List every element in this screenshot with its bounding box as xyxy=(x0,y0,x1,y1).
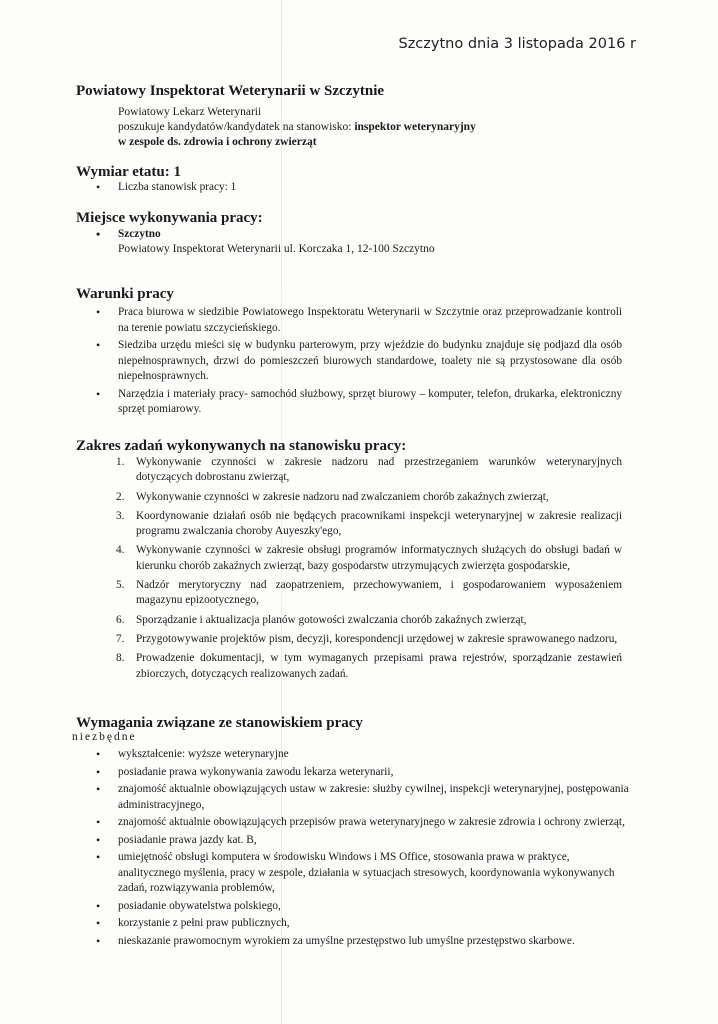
header-line-2 xyxy=(118,120,476,134)
list-item: • posiadanie prawa wykonywania zawodu lekarza weterynarii, xyxy=(92,765,632,781)
list-item: • Liczba stanowisk pracy: 1 xyxy=(92,180,652,196)
list-item: 1. Wykonywanie czynności w zakresie nadzoru nad przestrzeganiem warunków weterynaryjnych dotyczących dobrostanu zwierząt, xyxy=(116,456,622,484)
position-name: inspektor weterynaryjny xyxy=(354,121,476,133)
list-item: • umiejętność obsługi komputera w środowisku Windows i MS Office, stosowania prawa w praktyce, analitycznego myślenia, pracy w zespole, działania w sytuacjach stresowych, koordynowania wykonywanych zadań, rozwiązywania problemów, xyxy=(92,850,632,897)
list-item: 5. Nadzór merytoryczny nad zaopatrzeniem, przechowywaniem, i gospodarowaniem wyposażeniem magazynu epizootycznego, xyxy=(116,579,622,607)
list-item: • nieskazanie prawomocnym wyrokiem za umyślne przestępstwo lub umyślne przestępstwo skarbowe. xyxy=(92,934,632,950)
section-title-warunki: Warunki pracy xyxy=(76,286,174,302)
header-line-1: Powiatowy Lekarz Weterynarii xyxy=(118,106,262,118)
list-item: 4. Wykonywanie czynności w zakresie obsługi programów informatycznych służących do obsługi badań w kierunku chorób zakaźnych zwierząt, bazy gospodarstw utrzymujących zwierzęta gospodarskie, xyxy=(116,544,622,572)
section-title-zakres: Zakres zadań wykonywanych na stanowisku pracy: xyxy=(76,438,407,454)
list-item: 8. Prowadzenie dokumentacji, w tym wymaganych przepisami prawa rejestrów, sporządzanie zestawień zbiorczych, dotyczących realizowanych zadań. xyxy=(116,652,622,680)
section-title-wymagania: Wymagania związane ze stanowiskiem pracy xyxy=(76,715,363,731)
header-line-3: w zespole ds. zdrowia i ochrony zwierząt xyxy=(118,136,317,148)
list-item: • Praca biurowa w siedzibie Powiatowego Inspektoratu Weterynarii w Szczytnie oraz przeprowadzanie kontroli na terenie powiatu szczycieńskiego. xyxy=(92,305,622,336)
list-item-city: • Szczytno xyxy=(92,227,652,243)
list-item: 6. Sporządzanie i aktualizacja planów gotowości zwalczania chorób zakaźnych zwierząt, xyxy=(116,613,527,626)
office-title: Powiatowy Inspektorat Weterynarii w Szczytnie xyxy=(76,83,385,99)
zakres-list xyxy=(116,455,622,686)
list-item: • znajomość aktualnie obowiązujących ustaw w zakresie: służby cywilnej, inspekcji weterynaryjnej, postępowania administracyjnego, xyxy=(92,782,632,813)
list-item: • Narzędzia i materiały pracy- samochód służbowy, sprzęt biurowy – komputer, telefon, drukarka, elektroniczny sprzęt pomiarowy. xyxy=(92,387,622,418)
list-item: • korzystanie z pełni praw publicznych, xyxy=(92,916,632,932)
header-line-2-prefix: poszukuje kandydatów/kandydatek na stanowisko: xyxy=(118,121,352,133)
section-subtitle-niezbedne: niezbędne xyxy=(72,731,137,743)
list-item: • Siedziba urzędu mieści się w budynku parterowym, przy wjeździe do budynku znajduje się podjazd dla osób niepełnosprawnych, drzwi do pomieszczeń biurowych standardowe, toalety nie są przystosowane dla osób niepełnosprawnych. xyxy=(92,338,622,385)
list-item: 3. Koordynowanie działań osób nie będących pracownikami inspekcji weterynaryjnej w zakresie realizacji programu zwalczania choroby Auyeszky'ego, xyxy=(116,509,622,538)
wymagania-list xyxy=(92,747,632,951)
list-item: 2. Wykonywanie czynności w zakresie nadzoru nad zwalczaniem chorób zakaźnych zwierząt, xyxy=(116,490,549,503)
section-title-wymiar: Wymiar etatu: 1 xyxy=(76,164,181,180)
warunki-list xyxy=(92,305,622,420)
section-title-miejsce: Miejsce wykonywania pracy: xyxy=(76,210,263,226)
list-item: • posiadanie prawa jazdy kat. B, xyxy=(92,833,632,849)
date-line: Szczytno dnia 3 listopada 2016 r xyxy=(398,36,636,52)
list-item: • posiadanie obywatelstwa polskiego, xyxy=(92,899,632,915)
address-line: Powiatowy Inspektorat Weterynarii ul. Korczaka 1, 12-100 Szczytno xyxy=(118,243,435,255)
list-item: • znajomość aktualnie obowiązujących przepisów prawa weterynaryjnego w zakresie zdrowia i ochrony zwierząt, xyxy=(92,815,632,831)
wymiar-list xyxy=(92,180,652,198)
list-item: • wykształcenie: wyższe weterynaryjne xyxy=(92,747,632,763)
list-item: 7. Przygotowywanie projektów pism, decyzji, korespondencji urzędowej w zakresie sprawowanego nadzoru, xyxy=(116,632,618,645)
